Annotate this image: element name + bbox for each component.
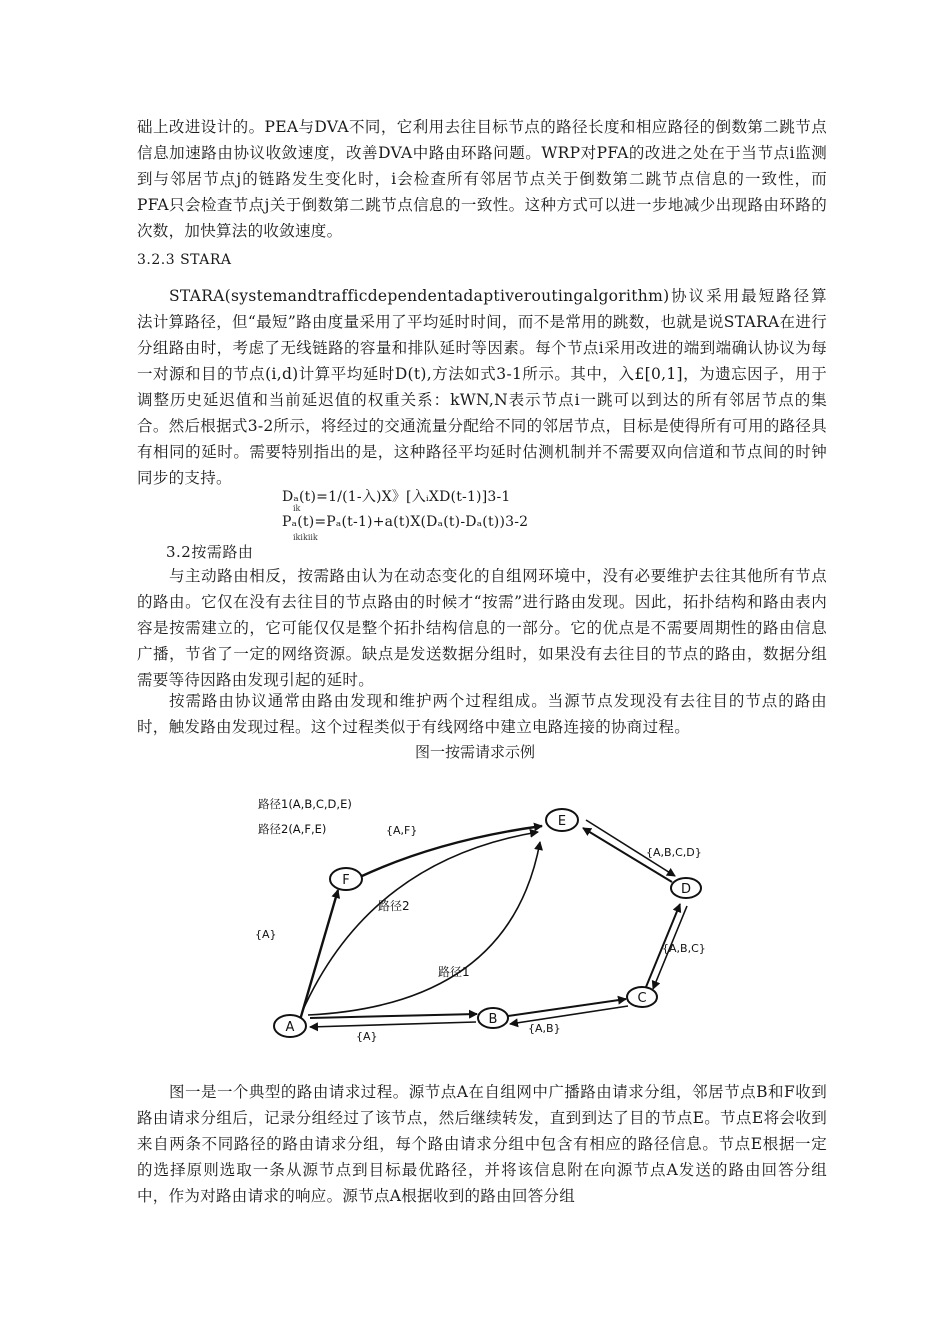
formula-3-1: Dₐ(t)=1/(1-入)X》[入ᵢXD(t-1)]3-1 bbox=[282, 489, 511, 505]
label-af: {A,F} bbox=[386, 824, 418, 837]
edge-a-f bbox=[300, 890, 338, 1020]
legend-path1: 路径1(A,B,C,D,E) bbox=[258, 797, 352, 811]
formula-3-2-subscript: ikikiik bbox=[293, 533, 318, 542]
node-b-label: B bbox=[488, 1012, 498, 1027]
paragraph-on-demand: 与主动路由相反，按需路由认为在动态变化的自组网环境中，没有必要维护去往其他所有节点的路由。它仅在没有去往目的节点路由的时候才“按需”进行路由发现。因此，拓扑结构和路由表内容是按需建立的，它可能仅仅是整个拓扑结构信息的一部分。它的优点是不需要周期性的路由信息广播，节省了一定的网络资源。缺点是发送数据分组时，如果没有去往目的节点的路由，数据分组需要等待因路由发现引起的延时。 bbox=[137, 567, 827, 689]
node-e-label: E bbox=[557, 814, 567, 829]
label-path1: 路径1 bbox=[438, 965, 470, 979]
section-heading-on-demand: 3.2按需路由 bbox=[166, 543, 254, 561]
edge-a-b-upper bbox=[310, 1014, 477, 1018]
label-abc: {A,B,C} bbox=[662, 942, 706, 955]
paragraph-route-discovery: 按需路由协议通常由路由发现和维护两个过程组成。当源节点发现没有去往目的节点的路由时，触发路由发现过程。这个过程类似于有线网络中建立电路连接的协商过程。 bbox=[137, 692, 827, 736]
node-c-label: C bbox=[637, 991, 647, 1006]
label-a-left: {A} bbox=[255, 928, 277, 941]
node-f-label: F bbox=[342, 873, 350, 888]
paragraph-wrp-intro: 础上改进设计的。PEA与DVA不同，它利用去往目标节点的路径长度和相应路径的倒数第二跳节点信息加速路由协议收敛速度，改善DVA中路由环路问题。WRP对PFA的改进之处在于当节点i监测到与邻居节点j的链路发生变化时，i会检查所有邻居节点关于倒数第二跳节点信息的一致性，而PFA只会检查节点j关于倒数第二跳节点信息的一致性。这种方式可以进一步地减少出现路由环路的次数，加快算法的收敛速度。 bbox=[137, 118, 827, 240]
label-path2: 路径2 bbox=[378, 899, 410, 913]
paragraph-stara: STARA(systemandtrafficdependentadaptiveroutingalgorithm)协议采用最短路径算法计算路径，但“最短”路由度量采用了平均延时时间，而不是常用的跳数，也就是说STARA在进行分组路由时，考虑了无线链路的容量和排队延时等因素。每个节点i采用改进的端到端确认协议为每一对源和目的节点(i,d)计算平均延时D(t),方法如式3-1所示。其中，入£[0,1]，为遗忘因子，用于调整历史延迟值和当前延迟值的权重关系：kWN,N表示节点i一跳可以到达的所有邻居节点的集合。然后根据式3-2所示，将经过的交通流量分配给不同的邻居节点，目标是使得所有可用的路径具有相同的延时。需要特别指出的是，这种路径平均延时估测机制并不需要双向信道和节点间的时钟同步的支持。 bbox=[137, 287, 827, 487]
label-abcd: {A,B,C,D} bbox=[646, 846, 702, 859]
figure-caption: 图一按需请求示例 bbox=[414, 743, 535, 761]
formula-3-1-subscript: ik bbox=[293, 504, 301, 513]
section-heading-stara: 3.2.3 STARA bbox=[137, 252, 232, 268]
edge-b-a-lower bbox=[310, 1022, 476, 1027]
label-a-bottom: {A} bbox=[356, 1030, 378, 1043]
route-request-diagram bbox=[250, 790, 730, 1050]
label-ab: {A,B} bbox=[528, 1022, 561, 1035]
formula-3-2: Pₐ(t)=Pₐ(t-1)+a(t)X(Dₐ(t)-Dₐ(t))3-2 bbox=[282, 514, 529, 530]
legend-path2: 路径2(A,F,E) bbox=[258, 822, 327, 836]
node-d-label: D bbox=[680, 882, 692, 897]
curve-path2 bbox=[302, 832, 538, 1012]
edge-b-c bbox=[508, 999, 626, 1016]
node-a-label: A bbox=[285, 1020, 295, 1035]
paragraph-route-request-process: 图一是一个典型的路由请求过程。源节点A在自组网中广播路由请求分组，邻居节点B和F收到路由请求分组后，记录分组经过了该节点，然后继续转发，直到到达了目的节点E。节点E将会收到来自两条不同路径的路由请求分组，每个路由请求分组中包含有相应的路径信息。节点E根据一定的选择原则选取一条从源节点到目标最优路径，并将该信息附在向源节点A发送的路由回答分组中，作为对路由请求的响应。源节点A根据收到的路由回答分组 bbox=[137, 1083, 827, 1205]
